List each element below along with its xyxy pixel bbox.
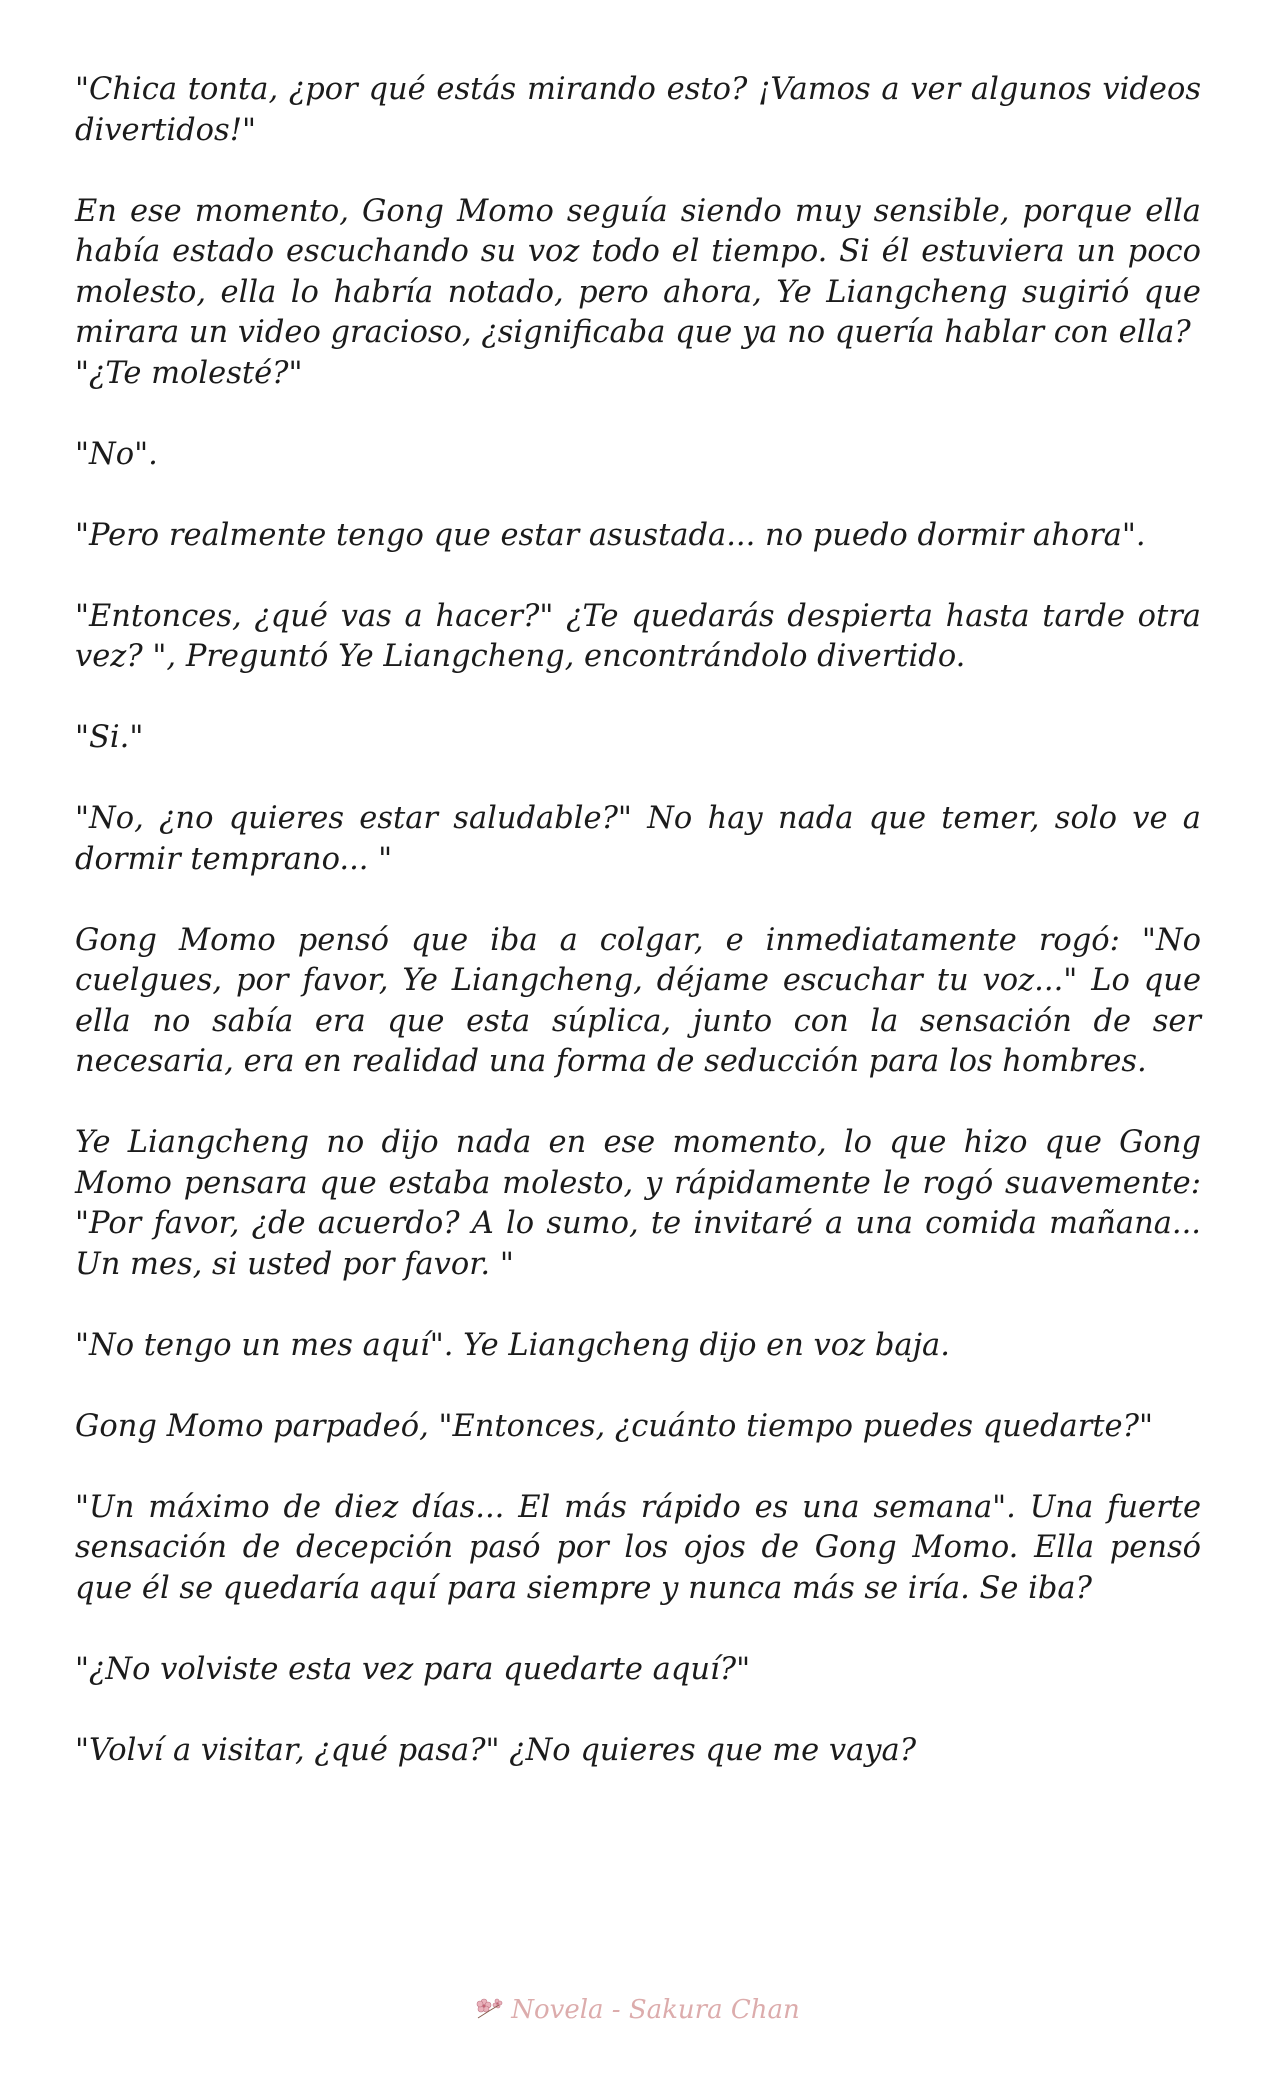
watermark [0,1995,1275,2027]
watermark-text: Novela - Sakura Chan [511,1995,800,2025]
paragraph: "Chica tonta, ¿por qué estás mirando esto? ¡Vamos a ver algunos videos divertidos!" [75,72,1201,148]
paragraph: En ese momento, Gong Momo seguía siendo muy sensible, porque ella había estado escuchando su voz todo el tiempo. Si él estuviera un poco molesto, ella lo habría notado, pero ahora, Ye Liangcheng sugirió que mirara un video gracioso, ¿significaba que ya no quería hablar con ella? [75,193,1201,350]
paragraph: "No, ¿no quieres estar saludable?" No hay nada que temer, solo ve a dormir temprano... " [75,801,1201,877]
paragraph: "Si." [75,720,144,755]
document-body [75,70,1201,1771]
paragraph: Gong Momo pensó que iba a colgar, e inmediatamente rogó: "No cuelgues, por favor, Ye Liangcheng, déjame escuchar tu voz..." Lo que ella no sabía era que esta súplica, junto con la sensación de ser necesaria, era en realidad una forma de seducción para los hombres. [75,922,1201,1079]
paragraph: Gong Momo parpadeó, "Entonces, ¿cuánto tiempo puedes quedarte?" [75,1408,1153,1444]
paragraph: "Volví a visitar, ¿qué pasa?" ¿No quieres que me vaya? [75,1732,917,1768]
paragraph: "No tengo un mes aquí". Ye Liangcheng dijo en voz baja. [75,1327,950,1363]
paragraph: "Un máximo de diez días... El más rápido es una semana". Una fuerte sensación de decepción pasó por los ojos de Gong Momo. Ella pensó que él se quedaría aquí para siempre y nunca más se iría. Se iba? [75,1489,1201,1606]
paragraph: "¿No volviste esta vez para quedarte aquí?" [75,1651,751,1687]
paragraph: "Pero realmente tengo que estar asustada... no puedo dormir ahora". [75,517,1146,553]
paragraph: "Entonces, ¿qué vas a hacer?" ¿Te quedarás despierta hasta tarde otra vez? ", Preguntó Ye Liangcheng, encontrándolo divertido. [75,598,1201,674]
paragraph: "¿Te molesté?" [75,355,303,391]
cherry-blossom-icon [475,1996,505,2027]
paragraph: Ye Liangcheng no dijo nada en ese momento, lo que hizo que Gong Momo pensara que estaba molesto, y rápidamente le rogó suavemente: "Por favor, ¿de acuerdo? A lo sumo, te invitaré a una comida mañana... Un mes, si usted por favor. " [75,1125,1201,1282]
paragraph: "No". [75,436,158,472]
